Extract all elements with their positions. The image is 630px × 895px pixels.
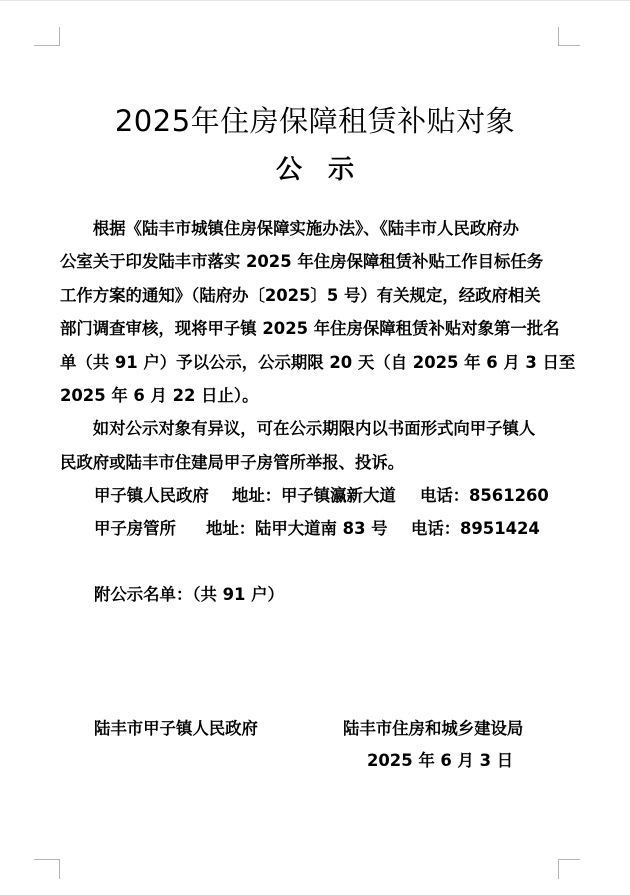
signature-left: 陆丰市甲子镇人民政府 [94, 719, 258, 738]
text-line: 部门调查审核，现将甲子镇 2025 年住房保障租赁补贴对象第一批名 [60, 319, 560, 338]
document-subtitle: 公 示 [275, 155, 354, 185]
contact-address: 陆甲大道南 83 号 [255, 519, 388, 538]
contact-address-label: 地址： [232, 486, 282, 505]
attachment-note: 附公示名单：（共 91 户） [94, 585, 284, 604]
signature-date: 2025 年 6 月 3 日 [367, 751, 514, 770]
page-top-border [0, 0, 630, 1]
text-line: 如对公示对象有异议，可在公示期限内以书面形式向甲子镇人 [60, 419, 536, 438]
text-line: 民政府或陆丰市住建局甲子房管所举报、投诉。 [60, 453, 405, 472]
contact-phone-label: 电话： [420, 486, 470, 505]
signature-right: 陆丰市住房和城乡建设局 [343, 719, 524, 738]
text-line: 2025 年 6 月 22 日止）。 [60, 386, 259, 405]
text-line: 根据《陆丰市城镇住房保障实施办法》、《陆丰市人民政府办 [60, 219, 519, 238]
contact-name: 甲子镇人民政府 [94, 486, 209, 505]
text-line: 单（共 91 户）予以公示，公示期限 20 天（自 2025 年 6 月 3 日至 [60, 353, 576, 372]
text-line: 工作方案的通知》（陆府办〔2025〕5 号）有关规定，经政府相关 [60, 286, 541, 305]
contact-name: 甲子房管所 [94, 519, 176, 538]
contact-phone-label: 电话： [411, 519, 461, 538]
document-title: 2025年住房保障租赁补贴对象 [114, 104, 516, 138]
contact-address: 甲子镇瀛新大道 [281, 486, 396, 505]
text-line: 公室关于印发陆丰市落实 2025 年住房保障租赁补贴工作目标任务 [60, 252, 544, 271]
contact-phone: 8951424 [460, 519, 540, 538]
contact-phone: 8561260 [469, 486, 549, 505]
contact-address-label: 地址： [206, 519, 256, 538]
